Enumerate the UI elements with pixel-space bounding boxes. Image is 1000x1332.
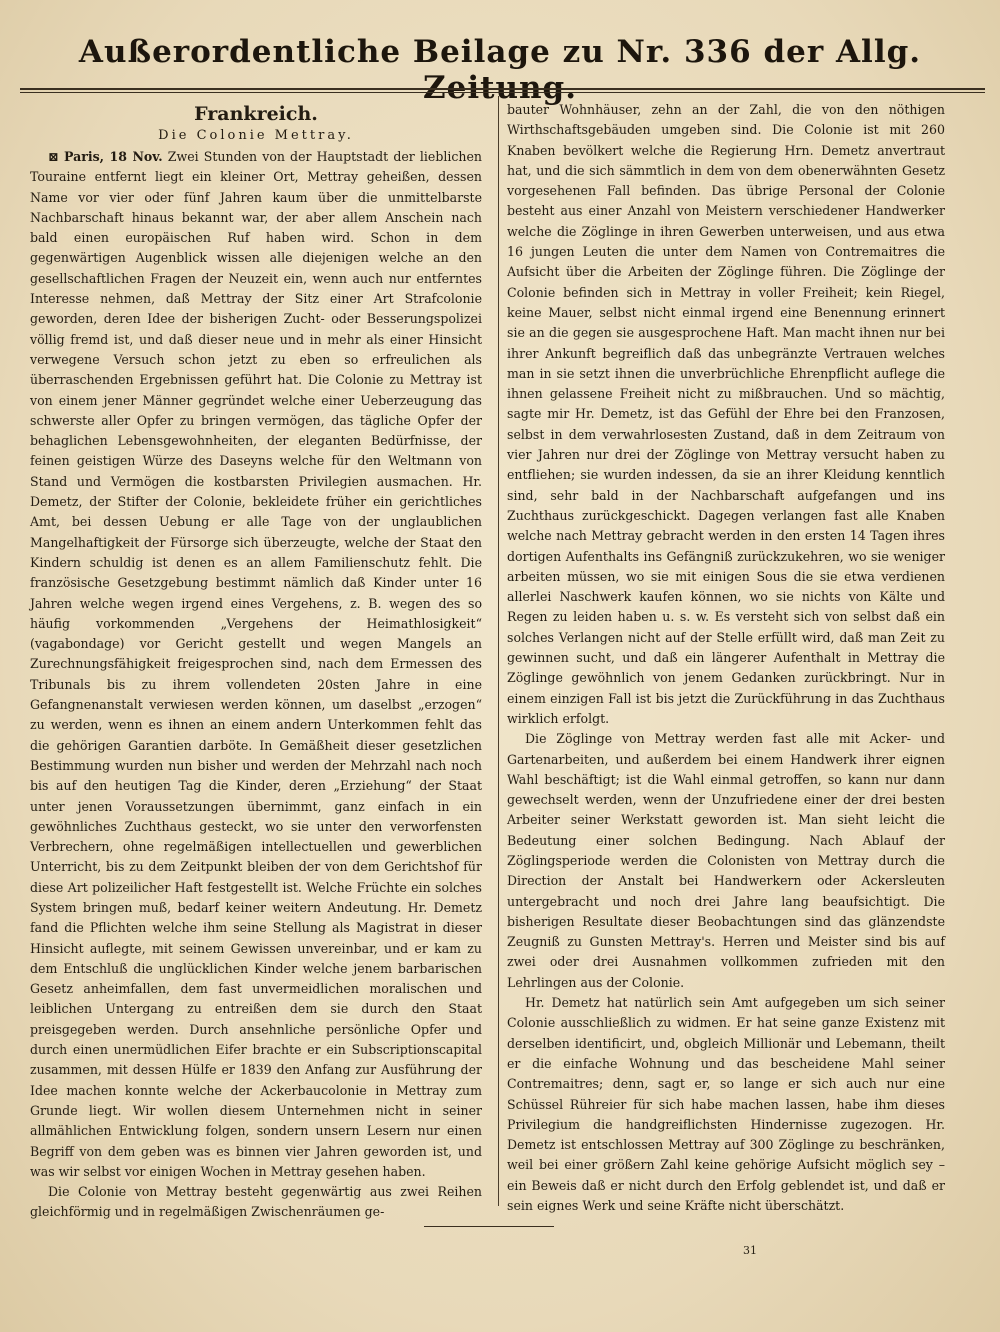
article-paragraph-continued: bauter Wohnhäuser, zehn an der Zahl, die von den nöthigen Wirthschaftsgebäuden umgeben sind. Die Colonie ist mit 260 Knaben bevölkert welche die Regierung Hrn. Demetz anvertraut hat, und die sich sämmtlich in dem von dem obenerwähnten Gesetz vorgesehenen Fall befinden. Das übrige Personal der Colonie besteht aus einer Anzahl von Meistern verschiedener Handwerker welche die Zöglinge in ihren Gewerben unterweisen, und aus etwa 16 jungen Leuten die unter dem Namen von Contremaitres die Aufsicht über die Arbeiten der Zöglinge führen. Die Zöglinge der Colonie befinden sich in Mettray in voller Freiheit; kein Riegel, keine Mauer, selbst nicht einmal irgend eine Benennung erinnert sie an die gegen sie ausgesprochene Haft. Man macht ihnen nur bei ihrer Ankunft begreiflich daß das unbegränzte Vertrauen welches man in sie setzt ihnen die unverbrüchliche Ehrenpflicht auflege die ihnen gelassene Freiheit nicht zu mißbrauchen. Und so mächtig, sagte mir Hr. Demetz, ist das Gefühl der Ehre bei den Franzosen, selbst in dem verwahrlosesten Zustand, daß in dem Zeitraum von vier Jahren nur drei der Zöglinge von Mettray versucht haben zu entfliehen; sie wurden indessen, da sie an ihrer Kleidung kenntlich sind, sehr bald in der Nachbarschaft aufgefangen und ins Zuchthaus zurückgeschickt. Dagegen verlangen fast alle Knaben welche nach Mettray gebracht werden in den ersten 14 Tagen ihres dortigen Aufenthalts ins Gefängniß zurückzukehren, wo sie weniger arbeiten müssen, wo sie mit einigen Sous die sie etwa verdienen allerlei Naschwerk kaufen können, wo sie nichts von Kälte und Regen zu leiden haben u. s. w. Es versteht sich von selbst daß ein solches Verlangen nicht auf der Stelle erfüllt wird, daß man Zeit zu gewinnen sucht, und daß ein längerer Aufenthalt in Mettray die Zöglinge gewöhnlich von jenem Gedanken zurückbringt. Nur in einem einzigen Fall ist bis jetzt die Zurückführung in das Zuchthaus wirklich erfolgt. [507,102,945,726]
column-divider [498,96,499,1206]
article-column-right [507,100,945,1216]
header-rule [20,88,985,90]
header-rule-thin [20,92,985,93]
article-paragraph: Die Zöglinge von Mettray werden fast alle mit Acker- und Gartenarbeiten, und außerdem bei einem Handwerk ihrer eignen Wahl beschäftigt; ist die Wahl einmal getroffen, so kann nur dann gewechselt werden, wenn der Unzufriedene einer der drei besten Arbeiter seiner Werkstatt geworden ist. Man sieht leicht die Bedeutung einer solchen Bedingung. Nach Ablauf der Zöglingsperiode werden die Colonisten von Mettray durch die Direction der Anstalt bei Handwerkern oder Ackersleuten untergebracht und noch drei Jahre lang beaufsichtigt. Die bisherigen Resultate dieser Beobachtungen sind das glänzendste Zeugniß zu Gunsten Mettray's. Herren und Meister sind bis auf zwei oder drei Ausnahmen vollkommen zufrieden mit den Lehrlingen aus der Colonie. [507,731,945,990]
article-column-left [30,100,482,1223]
article-end-rule [424,1226,554,1227]
paragraph-text: Zwei Stunden von der Hauptstadt der lieblichen Touraine entfernt liegt ein kleiner Ort, Mettray geheißen, dessen Name vor vier oder fünf Jahren kaum über die unmittelbarste Nachbarschaft hinaus bekannt war, der aber allem Anschein nach bald einen europäischen Ruf haben wird. Schon in dem gegenwärtigen Augenblick wissen alle diejenigen welche an den gesellschaftlichen Fragen der Neuzeit ein, wenn auch nur entferntes Interesse nehmen, daß Mettray der Sitz einer Art Strafcolonie geworden, deren Idee der bisherigen Zucht- oder Besserungspolizei völlig fremd ist, und daß dieser neue und in mehr als einer Hinsicht verwegene Versuch schon jetzt zu eben so erfreulichen als überraschenden Ergebnissen geführt hat. Die Colonie zu Mettray ist von einem jener Männer gegründet welche einer Ueberzeugung das schwerste aller Opfer zu bringen vermögen, das tägliche Opfer der behaglichen Lebensgewohnheiten, der eleganten Bedürfnisse, der feinen geistigen Würze des Daseyns welche für den Weltmann von Stand und Vermögen die kostbarsten Privilegien ausmachen. Hr. Demetz, der Stifter der Colonie, bekleidete früher ein gerichtliches Amt, bei dessen Uebung er alle Tage von der unglaublichen Mangelhaftigkeit der Fürsorge sich überzeugte, welche der Staat den Kindern schuldig ist denen es an allem Familienschutz fehlt. Die französische Gesetzgebung bestimmt nämlich daß Kinder unter 16 Jahren welche wegen irgend eines Vergehens, z. B. wegen des so häufig vorkommenden „Vergehens der Heimathlosigkeit“ (vagabondage) vor Gericht gestellt und wegen Mangels an Zurechnungsfähigkeit freigesprochen sind, nach dem Ermessen des Tribunals bis zu ihrem vollendeten 20sten Jahre in eine Gefangnenanstalt verwiesen werden können, um daselbst „erzogen“ zu werden, wenn es ihnen an einem andern Unterkommen fehlt das die gehörigen Garantien darböte. In Gemäßheit dieser gesetzlichen Bestimmung wurden nun bisher und werden der Mehrzahl nach noch bis auf den heutigen Tag die Kinder, deren „Erziehung“ der Staat unter jenen Voraussetzungen übernimmt, ganz einfach in ein gewöhnliches Zuchthaus gesteckt, wo sie unter den verworfensten Verbrechern, ohne regelmäßigen intellectuellen und gewerblichen Unterricht, bis zu dem Zeitpunkt bleiben der von dem Gerichtshof für diese Art polizeilicher Haft festgestellt ist. Welche Früchte ein solches System bringen muß, bedarf keiner weitern Andeutung. Hr. Demetz fand die Pflichten welche ihm seine Stellung als Magistrat in dieser Hinsicht auflegte, mit seinem Gewissen unvereinbar, und er kam zu dem Entschluß die unglücklichen Kinder welche jenem barbarischen Gesetz anheimfallen, dem fast unvermeidlichen moralischen und leiblichen Untergang zu entreißen dem sie durch den Staat preisgegeben werden. Durch ansehnliche persönliche Opfer und durch einen unermüdlichen Eifer brachte er ein Subscriptionscapital zusammen, mit dessen Hülfe er 1839 den Anfang zur Ausführung der Idee machen konnte welche der Ackerbaucolonie in Mettray zum Grunde liegt. Wir wollen diesem Unternehmen nicht in seiner allmählichen Entwicklung folgen, sondern unsern Lesern nur einen Begriff von dem geben was es binnen vier Jahren geworden ist, und was wir selbst vor einigen Wochen in Mettray gesehen haben. [30,149,482,1179]
section-title: Frankreich. [194,103,318,125]
article-paragraph [30,147,482,1182]
article-subtitle: Die Colonie Mettray. [158,128,354,143]
article-paragraph: Hr. Demetz hat natürlich sein Amt aufgegeben um sich seiner Colonie ausschließlich zu widmen. Er hat seine ganze Existenz mit derselben identificirt, und, obgleich Millionär und Lebemann, theilt er die einfache Wohnung und das bescheidene Mahl seiner Contremaitres; denn, sagt er, so lange er sich auch nur eine Schüssel Rühreier für sich habe machen lassen, habe ihm dieses Privilegium die handgreiflichsten Hindernisse zugezogen. Hr. Demetz ist entschlossen Mettray auf 300 Zöglinge zu beschränken, weil bei einer größern Zahl keine gehörige Aufsicht möglich sey – ein Beweis daß er nicht durch den Erfolg geblendet ist, und daß er sein eignes Werk und seine Kräfte nicht überschätzt. [507,995,945,1214]
page-number: 31 [743,1244,757,1257]
dateline: ⊠ Paris, 18 Nov. [48,149,163,164]
newspaper-header-title: Außerordentliche Beilage zu Nr. 336 der Allg. Zeitung. [78,34,922,106]
article-paragraph: Die Colonie von Mettray besteht gegenwärtig aus zwei Reihen gleichförmig und in regelmäßigen Zwischenräumen ge- [30,1184,482,1220]
